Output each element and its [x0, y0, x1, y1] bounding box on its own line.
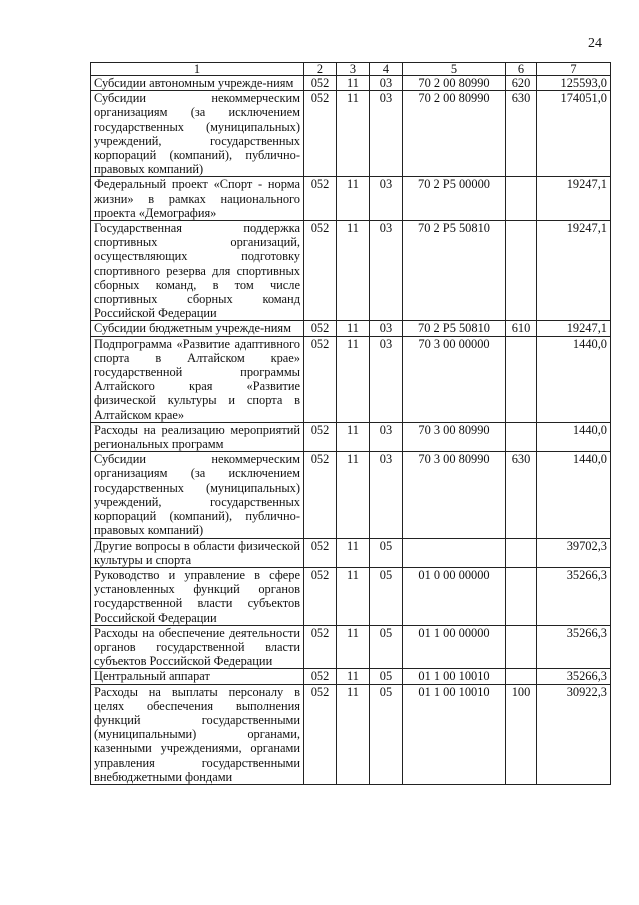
row-type: 630: [506, 452, 537, 538]
table-row: [91, 567, 611, 625]
row-section: 11: [337, 452, 370, 538]
row-section: 11: [337, 177, 370, 221]
row-subsection: 03: [370, 321, 403, 336]
row-code: 052: [304, 177, 337, 221]
row-name: Подпрограмма «Развитие адаптивного спорта в Алтайском крае» государственной программы Алтайского края «Развитие физической культуры и спорта в Алтайском крае»: [91, 336, 304, 422]
row-type: [506, 538, 537, 567]
row-target: 70 2 00 80990: [403, 91, 506, 177]
table-row: [91, 669, 611, 684]
table-row: [91, 321, 611, 336]
row-name: Государственная поддержка спортивных организаций, осуществляющих подготовку спортивного резерва для спортивных сборных команд, в том числе спортивных сборных команд Российской Федерации: [91, 221, 304, 321]
row-target: 70 2 00 80990: [403, 76, 506, 91]
row-sum: 19247,1: [537, 321, 611, 336]
row-name: Субсидии бюджетным учрежде-ниям: [91, 321, 304, 336]
row-type: [506, 221, 537, 321]
header-cell-3: 3: [337, 63, 370, 76]
row-sum: 125593,0: [537, 76, 611, 91]
header-cell-4: 4: [370, 63, 403, 76]
row-subsection: 05: [370, 538, 403, 567]
row-code: 052: [304, 76, 337, 91]
row-subsection: 05: [370, 625, 403, 669]
row-sum: 39702,3: [537, 538, 611, 567]
header-cell-7: 7: [537, 63, 611, 76]
row-subsection: 03: [370, 422, 403, 451]
row-name: Субсидии некоммерческим организациям (за исключением государственных (муниципальных) учреждений, государственных корпораций (компаний), публично-правовых компаний): [91, 452, 304, 538]
row-type: 630: [506, 91, 537, 177]
row-type: [506, 336, 537, 422]
row-section: 11: [337, 91, 370, 177]
table-row: [91, 177, 611, 221]
row-sum: 174051,0: [537, 91, 611, 177]
row-type: 620: [506, 76, 537, 91]
row-section: 11: [337, 684, 370, 784]
row-target: 70 2 P5 50810: [403, 321, 506, 336]
table-row: [91, 336, 611, 422]
table-body: [91, 76, 611, 785]
table-row: [91, 422, 611, 451]
row-name: Центральный аппарат: [91, 669, 304, 684]
row-target: [403, 538, 506, 567]
row-section: 11: [337, 422, 370, 451]
row-subsection: 03: [370, 76, 403, 91]
row-name: Федеральный проект «Спорт - норма жизни» в рамках национального проекта «Демография»: [91, 177, 304, 221]
row-subsection: 05: [370, 684, 403, 784]
row-type: [506, 567, 537, 625]
row-section: 11: [337, 221, 370, 321]
row-section: 11: [337, 538, 370, 567]
row-target: 70 3 00 80990: [403, 422, 506, 451]
header-cell-2: 2: [304, 63, 337, 76]
row-subsection: 03: [370, 336, 403, 422]
row-sum: 30922,3: [537, 684, 611, 784]
row-sum: 19247,1: [537, 177, 611, 221]
row-target: 70 3 00 80990: [403, 452, 506, 538]
row-target: 70 3 00 00000: [403, 336, 506, 422]
row-code: 052: [304, 567, 337, 625]
table-row: [91, 684, 611, 784]
row-section: 11: [337, 76, 370, 91]
row-section: 11: [337, 625, 370, 669]
row-name: Расходы на реализацию мероприятий региональных программ: [91, 422, 304, 451]
row-target: 70 2 P5 50810: [403, 221, 506, 321]
table-row: [91, 625, 611, 669]
row-code: 052: [304, 452, 337, 538]
row-name: Руководство и управление в сфере установленных функций органов государственной власти субъектов Российской Федерации: [91, 567, 304, 625]
table-row: [91, 76, 611, 91]
row-sum: 35266,3: [537, 625, 611, 669]
row-sum: 1440,0: [537, 452, 611, 538]
table-row: [91, 91, 611, 177]
table-row: [91, 221, 611, 321]
page-number: 24: [588, 36, 602, 51]
row-code: 052: [304, 321, 337, 336]
row-sum: 35266,3: [537, 669, 611, 684]
row-type: 100: [506, 684, 537, 784]
row-code: 052: [304, 538, 337, 567]
row-code: 052: [304, 684, 337, 784]
header-row: [91, 63, 611, 76]
row-code: 052: [304, 221, 337, 321]
row-section: 11: [337, 321, 370, 336]
row-type: [506, 422, 537, 451]
table-row: [91, 538, 611, 567]
row-code: 052: [304, 669, 337, 684]
row-code: 052: [304, 91, 337, 177]
header-cell-1: 1: [91, 63, 304, 76]
row-section: 11: [337, 336, 370, 422]
row-name: Субсидии некоммерческим организациям (за исключением государственных (муниципальных) учреждений, государственных корпораций (компаний), публично-правовых компаний): [91, 91, 304, 177]
row-sum: 19247,1: [537, 221, 611, 321]
row-name: Субсидии автономным учрежде-ниям: [91, 76, 304, 91]
header-cell-5: 5: [403, 63, 506, 76]
row-type: [506, 625, 537, 669]
row-target: 70 2 P5 00000: [403, 177, 506, 221]
row-subsection: 03: [370, 452, 403, 538]
row-type: [506, 177, 537, 221]
row-name: Другие вопросы в области физической культуры и спорта: [91, 538, 304, 567]
table-row: [91, 452, 611, 538]
row-section: 11: [337, 567, 370, 625]
row-type: 610: [506, 321, 537, 336]
budget-table: [90, 62, 611, 785]
row-sum: 1440,0: [537, 336, 611, 422]
row-code: 052: [304, 336, 337, 422]
row-subsection: 05: [370, 669, 403, 684]
row-section: 11: [337, 669, 370, 684]
row-name: Расходы на обеспечение деятельности органов государственной власти субъектов Российской Федерации: [91, 625, 304, 669]
row-subsection: 03: [370, 91, 403, 177]
row-target: 01 1 00 10010: [403, 669, 506, 684]
header-cell-6: 6: [506, 63, 537, 76]
row-subsection: 05: [370, 567, 403, 625]
row-subsection: 03: [370, 221, 403, 321]
row-sum: 1440,0: [537, 422, 611, 451]
row-name: Расходы на выплаты персоналу в целях обеспечения выполнения функций государственными (муниципальными) органами, казенными учреждениями, органами управления государственными внебюджетными фондами: [91, 684, 304, 784]
row-code: 052: [304, 625, 337, 669]
row-code: 052: [304, 422, 337, 451]
row-subsection: 03: [370, 177, 403, 221]
row-sum: 35266,3: [537, 567, 611, 625]
row-type: [506, 669, 537, 684]
row-target: 01 1 00 10010: [403, 684, 506, 784]
row-target: 01 0 00 00000: [403, 567, 506, 625]
row-target: 01 1 00 00000: [403, 625, 506, 669]
